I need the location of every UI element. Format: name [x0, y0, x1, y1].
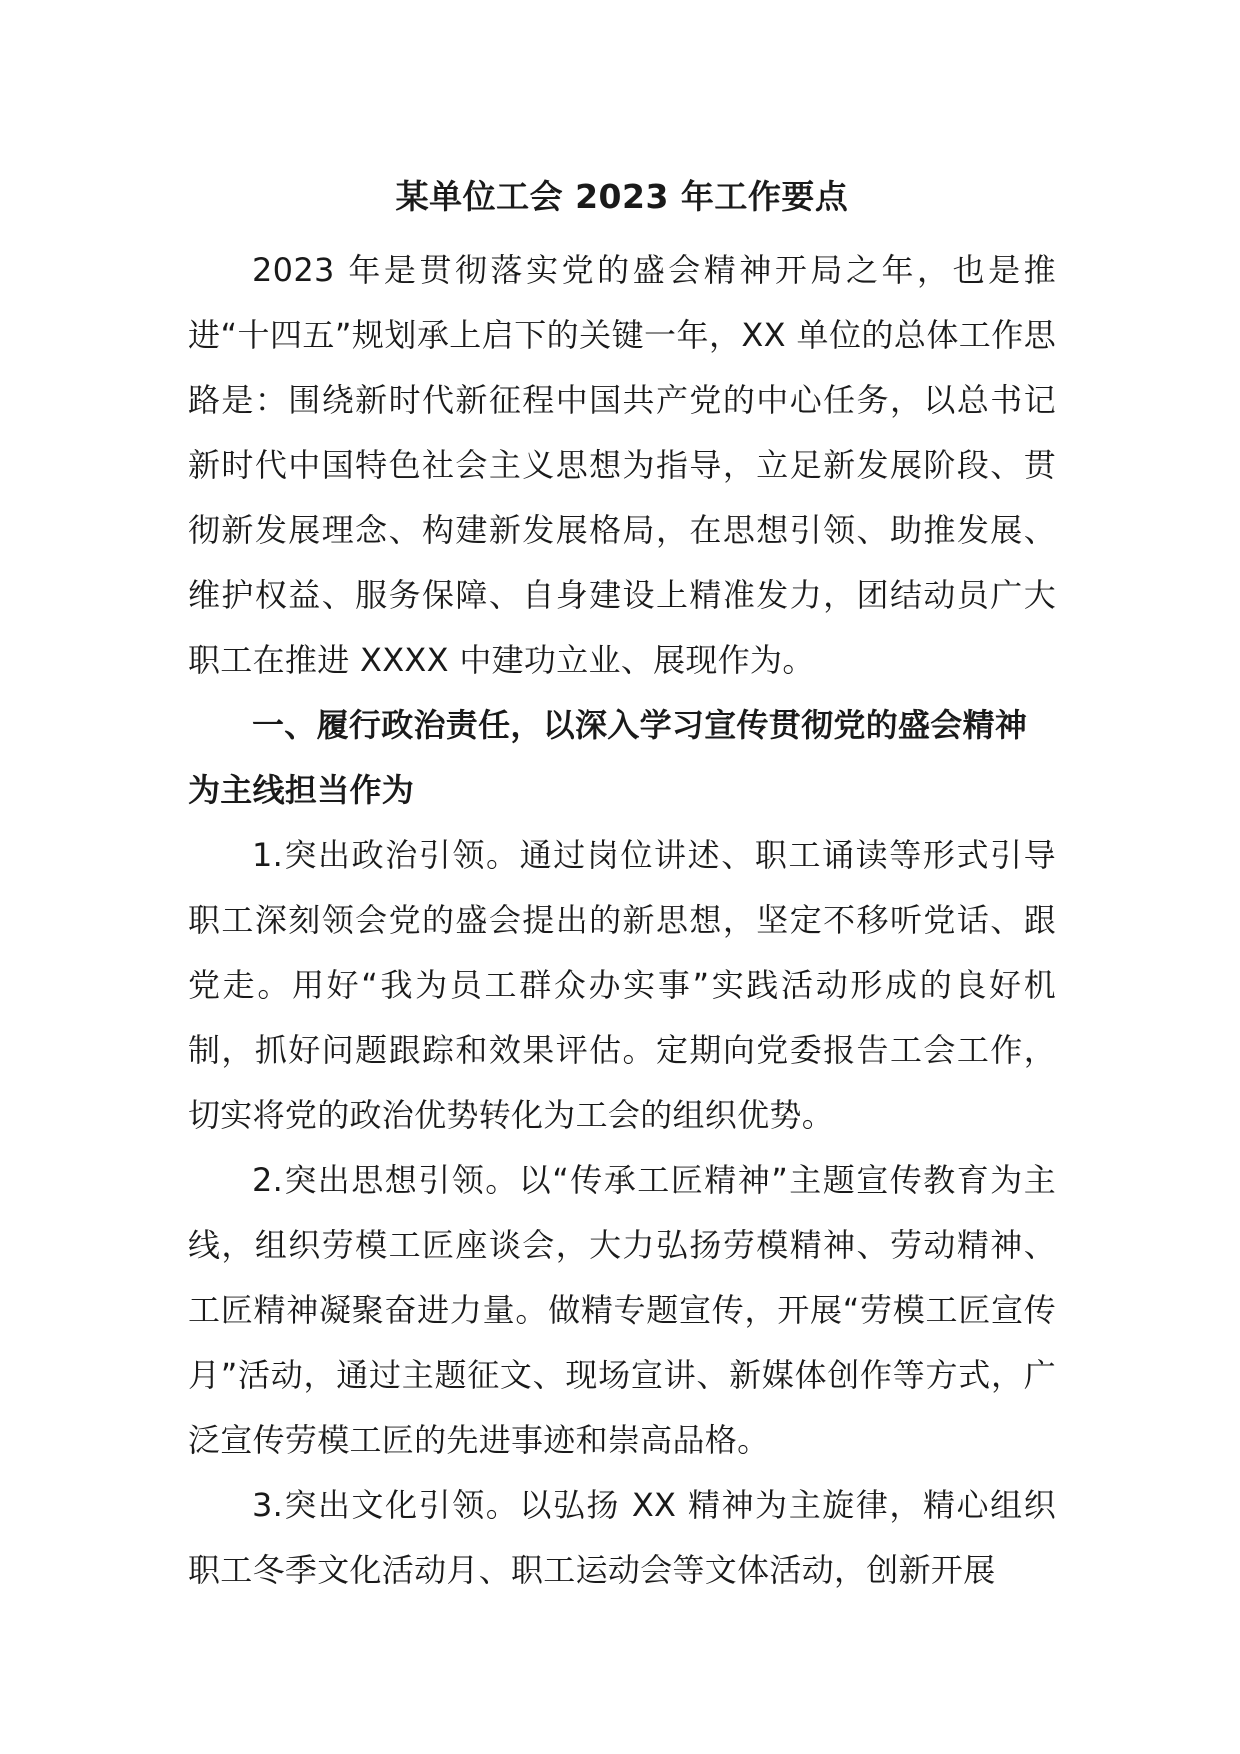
item-paragraph-2: 2.突出思想引领。以“传承工匠精神”主题宣传教育为主线，组织劳模工匠座谈会，大力弘扬劳模精神、劳动精神、工匠精神凝聚奋进力量。做精专题宣传，开展“劳模工匠宣传月”活动，通过主题征文、现场宣讲、新媒体创作等方式，广泛宣传劳模工匠的先进事迹和崇高品格。 [188, 1161, 1056, 1459]
document-page [188, 170, 1056, 1603]
section-heading: 一、履行政治责任，以深入学习宣传贯彻党的盛会精神为主线担当作为 [188, 706, 1028, 809]
document-title: 某单位工会 2023 年工作要点 [395, 177, 849, 216]
item-paragraph-1: 1.突出政治引领。通过岗位讲述、职工诵读等形式引导职工深刻领会党的盛会提出的新思想，坚定不移听党话、跟党走。用好“我为员工群众办实事”实践活动形成的良好机制，抓好问题跟踪和效果评估。定期向党委报告工会工作，切实将党的政治优势转化为工会的组织优势。 [188, 836, 1056, 1134]
item-paragraph-3: 3.突出文化引领。以弘扬 XX 精神为主旋律，精心组织职工冬季文化活动月、职工运动会等文体活动，创新开展 [188, 1486, 1056, 1589]
intro-paragraph: 2023 年是贯彻落实党的盛会精神开局之年，也是推进“十四五”规划承上启下的关键一年，XX 单位的总体工作思路是：围绕新时代新征程中国共产党的中心任务，以总书记新时代中国特色社会主义思想为指导，立足新发展阶段、贯彻新发展理念、构建新发展格局，在思想引领、助推发展、维护权益、服务保障、自身建设上精准发力，团结动员广大职工在推进 XXXX 中建功立业、展现作为。 [188, 251, 1056, 679]
